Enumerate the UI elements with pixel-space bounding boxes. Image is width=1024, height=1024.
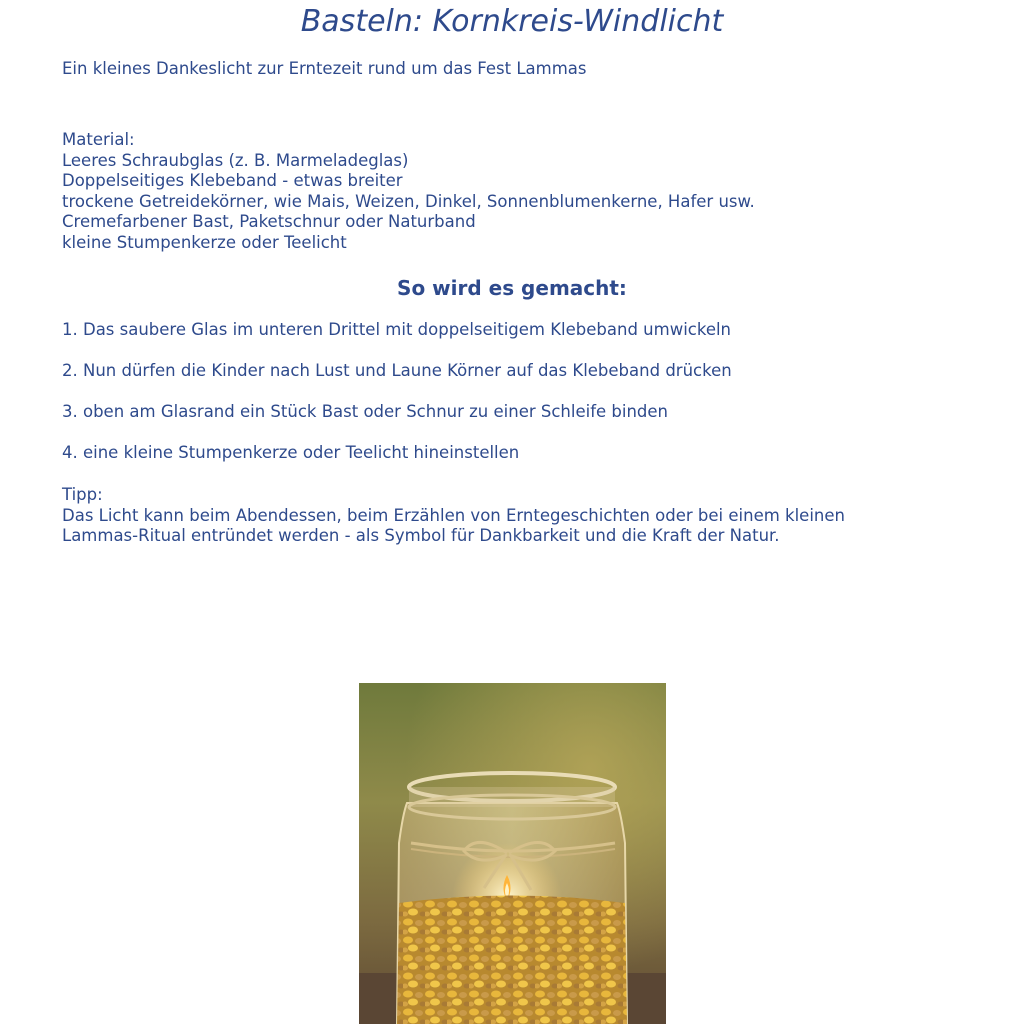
tip-line: Das Licht kann beim Abendessen, beim Erzählen von Erntegeschichten oder bei einem kleinen	[62, 505, 845, 525]
lantern-photo	[359, 683, 666, 1024]
instruction-step: 4. eine kleine Stumpenkerze oder Teelicht hineinstellen	[62, 443, 520, 462]
tip-heading: Tipp:	[62, 485, 103, 504]
instruction-step: 2. Nun dürfen die Kinder nach Lust und Laune Körner auf das Klebeband drücken	[62, 361, 732, 380]
instructions-heading: So wird es gemacht:	[397, 276, 627, 300]
material-section	[62, 130, 962, 254]
material-item: Cremefarbener Bast, Paketschnur oder Naturband	[62, 212, 476, 232]
tip-line: Lammas-Ritual entründet werden - als Symbol für Dankbarkeit und die Kraft der Natur.	[62, 526, 780, 546]
page-title: Basteln: Kornkreis-Windlicht	[300, 4, 724, 39]
material-item: trockene Getreidekörner, wie Mais, Weizen, Dinkel, Sonnenblumenkerne, Hafer usw.	[62, 191, 755, 211]
material-item: Leeres Schraubglas (z. B. Marmeladeglas)	[62, 150, 409, 170]
material-item: kleine Stumpenkerze oder Teelicht	[62, 232, 347, 252]
material-item: Doppelseitiges Klebeband - etwas breiter	[62, 171, 403, 191]
instruction-step: 3. oben am Glasrand ein Stück Bast oder Schnur zu einer Schleife binden	[62, 402, 668, 421]
material-heading: Material:	[62, 130, 135, 149]
tip-section	[62, 485, 962, 547]
subtitle: Ein kleines Dankeslicht zur Erntezeit rund um das Fest Lammas	[62, 59, 587, 78]
instruction-step: 1. Das saubere Glas im unteren Drittel mit doppelseitigem Klebeband umwickeln	[62, 320, 732, 339]
